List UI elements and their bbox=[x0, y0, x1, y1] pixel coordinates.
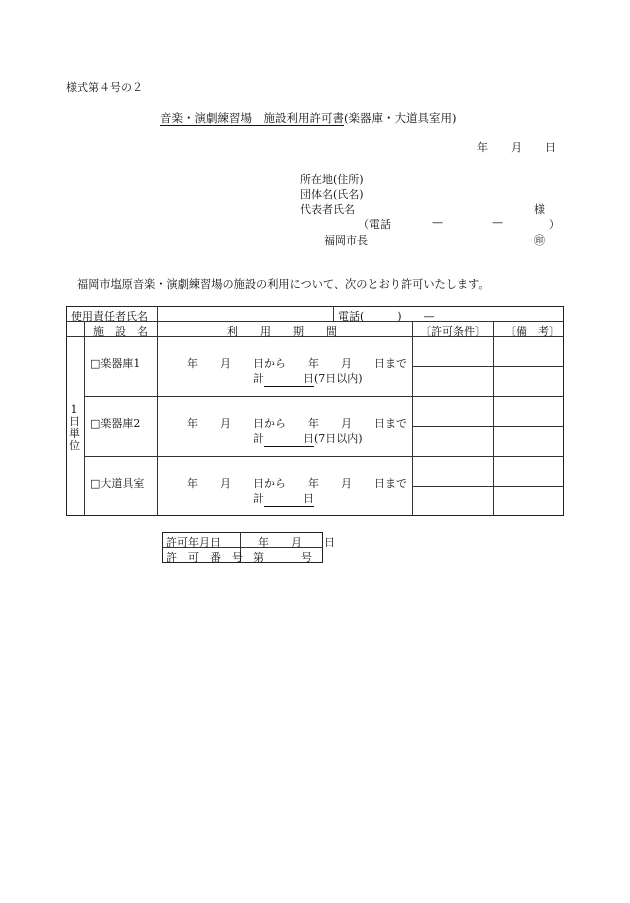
group-label: 団体名(氏名) bbox=[300, 188, 364, 201]
table-line-v4 bbox=[493, 321, 494, 516]
form-number: 様式第４号の２ bbox=[66, 81, 143, 94]
table-line-v3 bbox=[412, 321, 413, 516]
phone-label: （電話 bbox=[358, 218, 391, 231]
facility-name-prop-room: □大道具室 bbox=[90, 477, 145, 490]
facility-name-instrument-2: □楽器庫2 bbox=[90, 417, 141, 430]
header-period: 利 用 期 間 bbox=[227, 325, 337, 338]
header-remarks: 〔備 考〕 bbox=[505, 325, 560, 338]
unit-char: 位 bbox=[69, 439, 80, 452]
period-total bbox=[253, 370, 363, 387]
permit-number-suffix: 号 bbox=[301, 551, 312, 564]
date-month: 月 bbox=[511, 141, 522, 154]
phone-dash-1: — bbox=[432, 216, 443, 229]
table-line-sub2 bbox=[412, 426, 564, 427]
total-days-field: 日 bbox=[264, 370, 314, 387]
header-facility: 施 設 名 bbox=[93, 325, 148, 338]
seal-mark: ㊞ bbox=[534, 234, 545, 247]
unit-char: 日 bbox=[69, 415, 80, 428]
unit-char: 1 bbox=[70, 403, 78, 416]
title-part3: (楽器庫・大道具室用) bbox=[344, 111, 457, 125]
total-note: (7日以内) bbox=[314, 432, 363, 445]
table-line-sub1 bbox=[412, 366, 564, 367]
document-title bbox=[160, 110, 456, 126]
total-prefix: 計 bbox=[253, 492, 264, 505]
permit-date-value: 年 月 日 bbox=[258, 536, 335, 549]
period-total bbox=[253, 490, 314, 507]
table-phone-label: 電話( ) — bbox=[338, 310, 435, 323]
period-line: 年 月 日から 年 月 日まで bbox=[187, 357, 407, 370]
date-day: 日 bbox=[545, 141, 556, 154]
title-part1: 音楽・演劇練習場 bbox=[160, 111, 264, 125]
permit-date-label: 許可年月日 bbox=[166, 536, 221, 549]
responsible-label: 使用責任者氏名 bbox=[71, 310, 148, 323]
honorific: 様 bbox=[534, 203, 545, 216]
phone-dash-2: — bbox=[492, 216, 503, 229]
date-year: 年 bbox=[477, 141, 488, 154]
permit-number-label: 許 可 番 号 bbox=[166, 551, 243, 564]
address-label: 所在地(住所) bbox=[300, 173, 364, 186]
total-note: (7日以内) bbox=[314, 372, 363, 385]
period-line: 年 月 日から 年 月 日まで bbox=[187, 477, 407, 490]
table-line-h3 bbox=[84, 396, 564, 397]
intro-text: 福岡市塩原音楽・演劇練習場の施設の利用について、次のとおり許可いたします。 bbox=[77, 278, 490, 291]
issuer-name: 福岡市長 bbox=[324, 234, 368, 247]
facility-name-instrument-1: □楽器庫1 bbox=[90, 357, 141, 370]
permit-number-prefix: 第 bbox=[253, 551, 264, 564]
table-line-v-phone bbox=[333, 306, 334, 321]
table-line-v1 bbox=[84, 321, 85, 516]
title-part2: 施設利用許可書 bbox=[263, 111, 344, 125]
table-line-h4 bbox=[84, 456, 564, 457]
phone-close: ） bbox=[549, 218, 560, 231]
total-days-field: 日 bbox=[264, 430, 314, 447]
representative-label: 代表者氏名 bbox=[300, 203, 355, 216]
total-prefix: 計 bbox=[253, 372, 264, 385]
total-days-field: 日 bbox=[264, 490, 314, 507]
period-total bbox=[253, 430, 363, 447]
total-prefix: 計 bbox=[253, 432, 264, 445]
table-line-v-name bbox=[157, 306, 158, 321]
unit-label bbox=[69, 404, 79, 452]
header-conditions: 〔許可条件〕 bbox=[420, 325, 486, 338]
table-line-v2 bbox=[157, 321, 158, 516]
period-line: 年 月 日から 年 月 日まで bbox=[187, 417, 407, 430]
unit-char: 単 bbox=[69, 427, 80, 440]
table-line-sub3 bbox=[412, 486, 564, 487]
